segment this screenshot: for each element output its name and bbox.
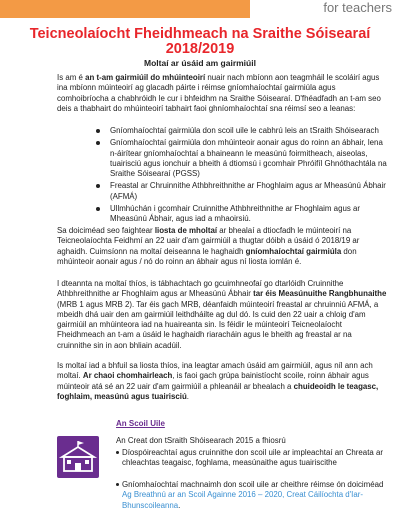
intro-text-rest: nuair nach mbíonn aon teagmháil le scoláirí agus ina mbíonn múinteoirí ag glacadh páirte i réimse gníomhaíochtaí gairmiúla agus comhoibríocha a chabhróidh le cur i bhfeidhm na Sraithe Sóisearaí. D'fhéadfadh an t-am seo deis a thabhairt do mhúinteoirí tabhairt faoi ghníomhaíochtaí sna réimsí seo a leanas:	[57, 73, 381, 113]
para2-d: gníomhaíochtaí gairmiúla	[245, 246, 342, 256]
activity-list	[110, 126, 390, 227]
list-item: Díospóireachtaí agus cruinnithe don scoil uile ar impleachtaí an Chreata ar chleachtas teagaisc, foghlama, measúnaithe agus tuairiscithe	[122, 448, 386, 469]
list-item: Gníomhaíochtaí gairmiúla don scoil uile le cabhrú leis an tSraith Shóisearach	[110, 126, 390, 136]
bullet2-text: Gníomhaíochtaí machnaimh don scoil uile ar cheithre réimse ón doiciméad	[122, 480, 384, 489]
list-item: Freastal ar Chruinnithe Athbhreithnithe ar Fhoghlaim agus ar Mheasúnú Ábhair (AFMÁ)	[110, 181, 390, 202]
intro-text-bold: an t-am gairmiúil do mhúinteoirí	[85, 73, 206, 82]
header-band	[0, 0, 250, 18]
para3-a: I dteannta na moltaí thíos, is tábhachtach go gcuimhneofaí go dtarlóidh Cruinnithe Athbhreithnithe ar Fhoghlaim agus ar Mheasúnú Ábhair	[57, 279, 344, 299]
for-teachers-label: for teachers	[323, 0, 392, 15]
quality-framework-link[interactable]: Ag Breathnú ar an Scoil Againne 2016 – 2020, Creat Cáilíochta d'Iar-Bhunscoileanna	[122, 490, 364, 510]
para2-a: Sa doiciméad seo faightear	[57, 226, 155, 235]
recommendations-paragraph	[57, 226, 387, 267]
para2-e: don mhúinteoir aonair agus / nó do roinn an ábhair agus ní liosta iomlán é.	[57, 246, 357, 266]
para3-c: (MRB 1 agus MRB 2). Tar éis gach MRB, déanfaidh múinteoirí freastal ar chruinniú AFMÁ, a mbeidh dhá uair den am gairmiúil leithdháilte ag dul dó. Is cuid den 22 uair a chloig d'am gairmiúil an mhúinteora iad na huaireanta sin. Is féidir le múinteoirí Teicneolaíocht Fheidhmeach an t-am a úsáid le haghaidh riaracháin agus le bheith ag freastal ar na cruinnithe sin in aon bhliain acadúil.	[57, 299, 379, 350]
whole-school-bullet-2	[122, 480, 386, 511]
para2-b: liosta de mholtaí	[154, 226, 218, 235]
para4-d: chuideoidh le teagasc, foghlaim, measúnú agus tuairisciú	[57, 381, 379, 401]
meetings-paragraph	[57, 279, 387, 351]
school-icon	[57, 436, 99, 478]
whole-school-intro: An Creat don tSraith Shóisearach 2015 a fhiosrú	[116, 436, 286, 445]
header-bar	[0, 0, 400, 18]
para2-c: ar bhealaí a dtiocfadh le múinteoirí na Teicneolaíochta Feidhmí an 22 uair d'am gairmiúil a thugtar dóibh a úsáid ó 2018/19 ar aghaidh. Cuimsíonn na moltaí deiseanna le haghaidh	[57, 226, 360, 256]
intro-paragraph	[57, 73, 387, 114]
bullet2-end: .	[178, 500, 181, 510]
section-title-whole-school: An Scoil Uile	[116, 419, 165, 428]
para4-b: Ar chaoi chomhairleach	[82, 371, 173, 381]
para4-e: .	[186, 391, 189, 401]
document-subtitle: Moltaí ar úsáid am gairmiúil	[144, 58, 256, 68]
list-item: Ullmhúchán i gcomhair Cruinnithe Athbhreithnithe ar Fhoghlaim agus ar Mheasúnú Ábhair, agus iad a mhaoirsiú.	[110, 204, 390, 225]
para3-b: tar éis Measúnuithe Rangbhunaithe	[253, 289, 387, 299]
intro-text-a: Is am é	[57, 73, 86, 82]
para4-a: Is moltaí iad a bhfuil sa liosta thíos, ina leagtar amach úsáid am gairmiúil, agus níl ann ach moltaí.	[57, 361, 373, 381]
document-title: Teicneolaíocht Fheidhmeach na Sraithe Sóisearaí	[29, 26, 371, 42]
list-item: Gníomhaíochtaí gairmiúla don mhúinteoir aonair agus do roinn an ábhair, lena n-áirítear gníomhaíochtaí a bhaineann le measúnú foirmitheach, aiseolas, tuairisciú agus ionchuir a bheith á dtiomsú i gcomhair Phróifíl Ghnóthachtála na Sraithe Sóisearaí (PGSS)	[110, 138, 390, 179]
advisory-paragraph	[57, 361, 387, 402]
document-year: 2018/2019	[165, 41, 235, 57]
whole-school-bullet-1	[122, 448, 386, 469]
para4-c: , is faoi gach grúpa bainistíocht scoile, roinn ábhair agus múinteoir atá sé an 22 uair d'am gairmiúil a phleanáil ar bhealach a	[57, 371, 369, 391]
list-item	[122, 480, 386, 511]
